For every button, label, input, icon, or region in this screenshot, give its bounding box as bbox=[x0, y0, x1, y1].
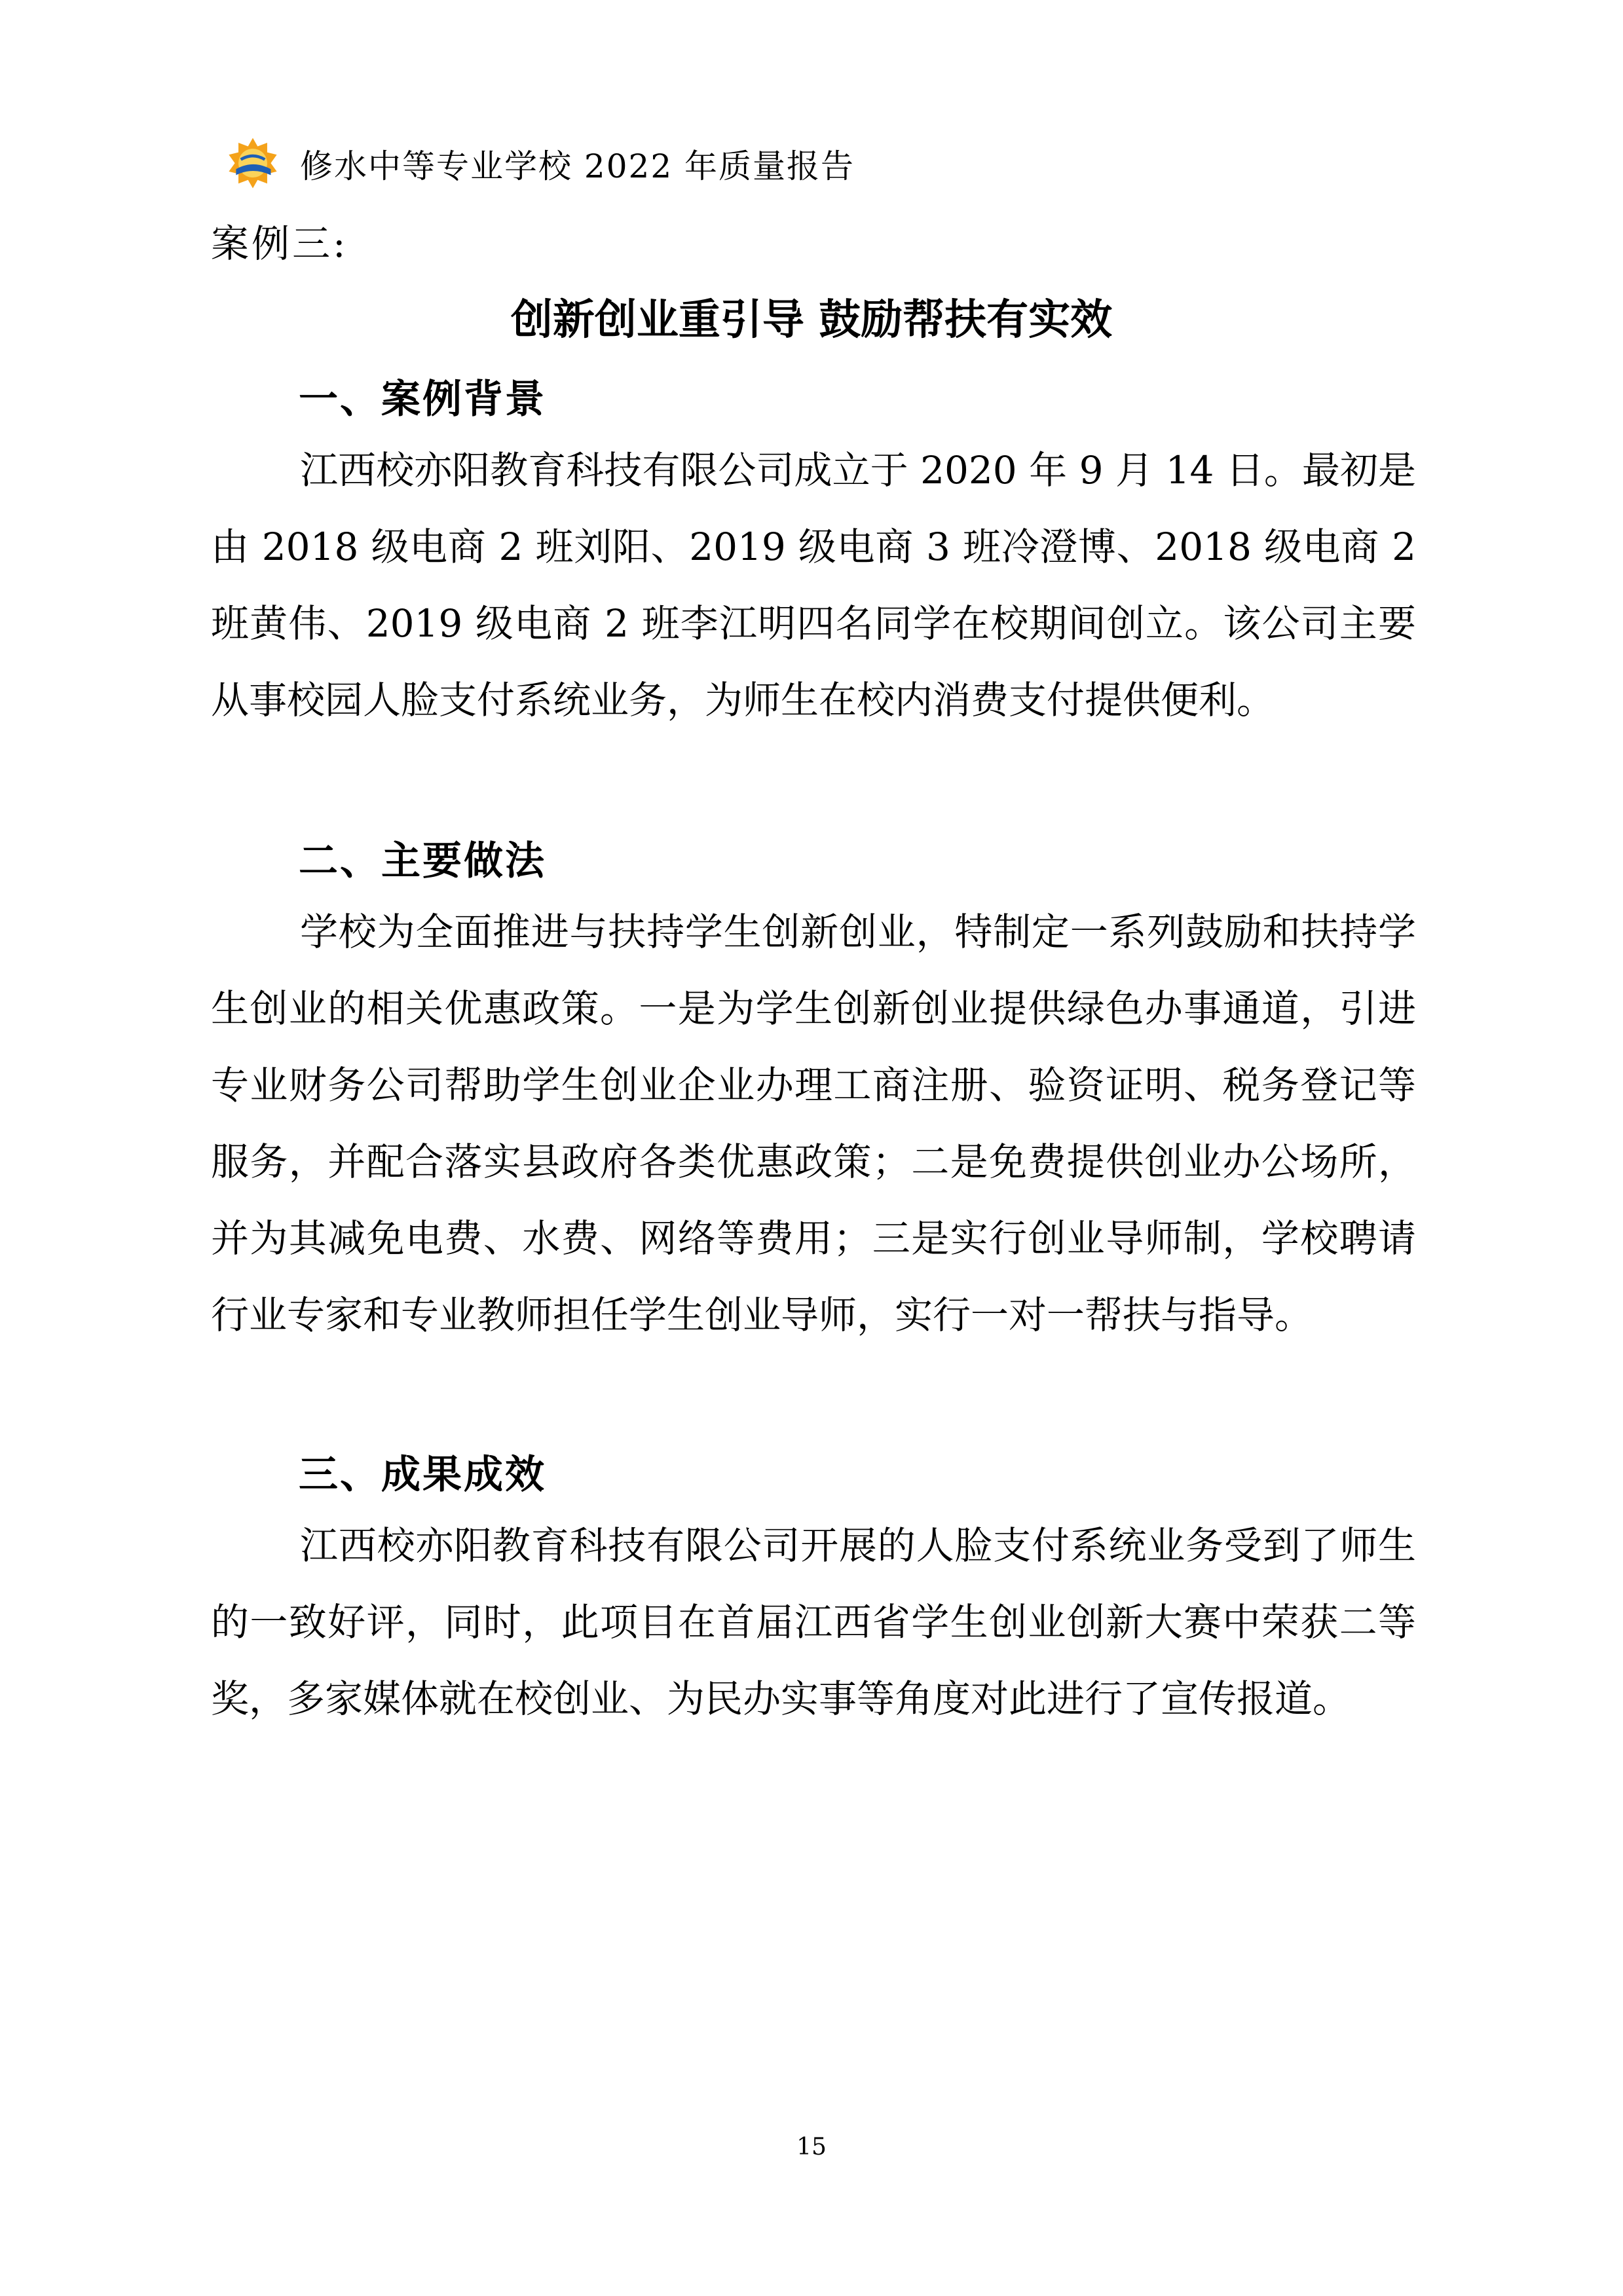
article-title: 创新创业重引导 鼓励帮扶有实效 bbox=[510, 295, 1113, 344]
case-label: 案例三: bbox=[211, 221, 348, 266]
page-number: 15 bbox=[796, 2134, 827, 2160]
section-heading-background: 一、案例背景 bbox=[299, 377, 546, 422]
school-emblem-icon bbox=[223, 136, 283, 192]
report-title: 修水中等专业学校 2022 年质量报告 bbox=[300, 147, 855, 185]
section-paragraph-background: 江西校亦阳教育科技有限公司成立于 2020 年 9 月 14 日。最初是由 2018 级电商 2 班刘阳、2019 级电商 3 班冷澄博、2018 级电商 2 班黄伟、2019 级电商 2 班李江明四名同学在校期间创立。该公司主要从事校园人脸支付系统业务，为师生在校内消费支付提供便利。 bbox=[211, 448, 1416, 722]
section-heading-results: 三、成果成效 bbox=[299, 1452, 546, 1498]
section-heading-approach: 二、主要做法 bbox=[299, 838, 546, 884]
page-header bbox=[223, 134, 855, 193]
section-paragraph-results: 江西校亦阳教育科技有限公司开展的人脸支付系统业务受到了师生的一致好评，同时，此项目在首届江西省学生创业创新大赛中荣获二等奖，多家媒体就在校创业、为民办实事等角度对此进行了宣传报道。 bbox=[211, 1523, 1416, 1721]
section-paragraph-approach: 学校为全面推进与扶持学生创新创业，特制定一系列鼓励和扶持学生创业的相关优惠政策。一是为学生创新创业提供绿色办事通道，引进专业财务公司帮助学生创业企业办理工商注册、验资证明、税务登记等服务，并配合落实县政府各类优惠政策；二是免费提供创业办公场所，并为其减免电费、水费、网络等费用；三是实行创业导师制，学校聘请行业专家和专业教师担任学生创业导师，实行一对一帮扶与指导。 bbox=[211, 910, 1416, 1337]
